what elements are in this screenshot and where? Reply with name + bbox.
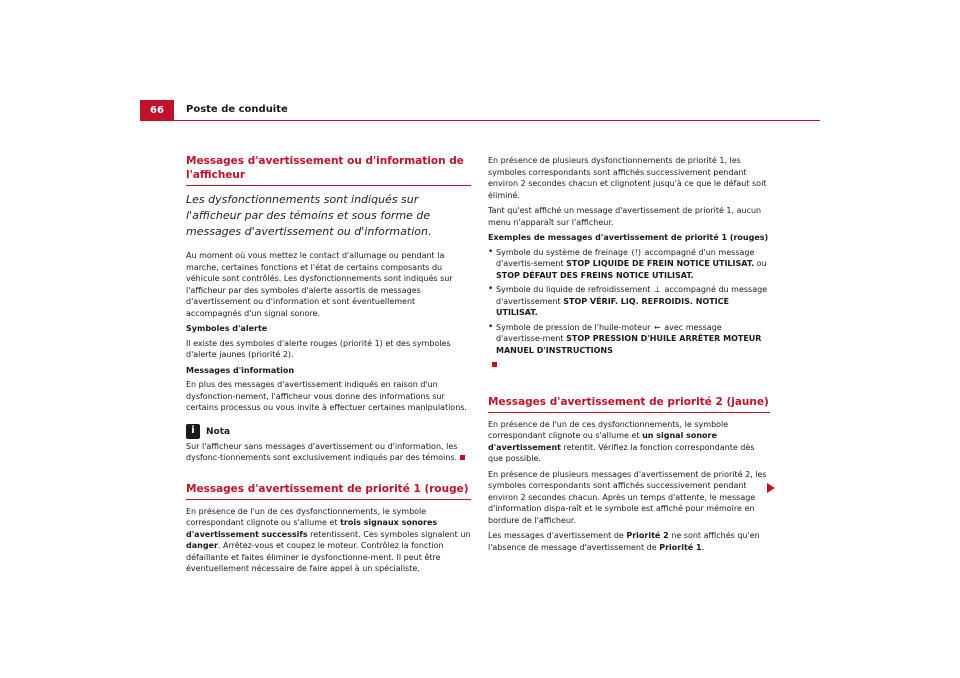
nota-block [186, 424, 471, 439]
subheading-info-messages: Messages d'information [186, 365, 295, 375]
list-item-coolant [488, 284, 770, 319]
end-mark-row [488, 359, 770, 371]
text: retentissent. Ces symboles signalent un [307, 529, 471, 539]
end-square-icon [492, 362, 497, 367]
paragraph-intro: Au moment où vous mettez le contact d'allumage ou pendant la marche, certaines fonctions et l'état de certains composants du véhicule sont contrôlés. Les dysfonctionnements sont indiqués sur l'afficheur par des symboles d'alerte assortis de messages d'avertissement ou d'information et sont éventuellement accompagnés d'un signal sonore. [186, 251, 453, 318]
text: Symbole du liquide de refroidissement [496, 285, 653, 294]
subheading-examples: Exemples de messages d'avertissement de priorité 1 (rouges) [488, 233, 769, 242]
text: accompagné d'un message d'avertis-sement [496, 247, 755, 268]
left-column [186, 154, 471, 579]
note-icon: i [186, 424, 200, 439]
continue-arrow-icon [767, 483, 775, 493]
section-lead: Les dysfonctionnements sont indiqués sur l'afficheur par des témoins et sous forme de messages d'avertissement ou d'information. [186, 193, 432, 238]
paragraph-priority-1 [186, 506, 471, 575]
text: . [701, 542, 705, 552]
section-title-display-messages: Messages d'avertissement ou d'information de l'afficheur [186, 154, 471, 186]
text: . Arrêtez-vous et coupez le moteur. Contrôlez la fonction défaillante et faites éliminer le dysfonctionne-ment. Il peut être éventuellement nécessaire de faire appel à un spécialiste. [186, 541, 444, 573]
paragraph-multiple-priority-2: En présence de plusieurs messages d'avertissement de priorité 2, les symboles correspondants sont affichés successivement pendant environ 2 secondes chacun. Après un temps d'attente, le message d'information dispa-raît et le symbole est affiché pour mémoire en bordure de l'afficheur. [488, 469, 767, 525]
end-square-icon [460, 455, 465, 460]
text-bold: trois signaux sonores d'avertissement successifs [186, 518, 438, 539]
paragraph-priority-order [488, 530, 770, 553]
text-bold: danger [186, 541, 218, 550]
nota-label: Nota [206, 427, 231, 437]
text: Les messages d'avertissement de [488, 531, 627, 540]
paragraph-info-messages: En plus des messages d'avertissement indiqués en raison d'un dysfonction-nement, l'afficheur vous donne des informations sur certains processus ou vous invite à effectuer certaines manipulations. [186, 380, 467, 412]
text: En présence de l'un de ces dysfonctionnements, le symbole correspondant clignote ou s'allume et [488, 419, 729, 440]
coolant-icon: ⊥ [653, 285, 661, 294]
list-item-oil-pressure [488, 322, 770, 357]
text: Symbole de pression de l'huile-moteur [496, 322, 653, 332]
nota-text-content: Sur l'afficheur sans messages d'avertissement ou d'information, les dysfonc-tionnements sont exclusivement indiqués par des témoins. [186, 441, 458, 462]
text: Symbole du système de freinage [496, 247, 631, 257]
text-bold: Priorité 1 [659, 542, 702, 552]
running-title: Poste de conduite [186, 104, 288, 115]
text-bold: STOP DÉFAUT DES FREINS NOTICE UTILISAT. [496, 270, 694, 280]
subheading-warning-symbols: Symboles d'alerte [186, 324, 268, 333]
section-title-priority-2: Messages d'avertissement de priorité 2 (jaune) [488, 395, 770, 413]
paragraph-priority-2 [488, 419, 770, 465]
text: accompagné du message d'avertissement [496, 285, 768, 306]
text: ou [754, 259, 767, 268]
brake-warning-icon: (!) [631, 247, 641, 257]
text-bold: Priorité 2 [626, 531, 669, 540]
page-number: 66 [140, 100, 174, 120]
text: avec message d'avertisse-ment [496, 322, 722, 343]
oil-can-icon: ⇜ [654, 322, 661, 332]
nota-text [186, 441, 471, 464]
header-rule [140, 120, 820, 121]
text-bold: STOP PRESSION D'HUILE ARRÊTER MOTEUR MANUEL D'INSTRUCTIONS [496, 334, 762, 355]
text-bold: un signal sonore d'avertissement [488, 431, 717, 452]
text-bold: STOP LIQUIDE DE FREIN NOTICE UTILISAT. [566, 259, 755, 268]
right-column [488, 155, 770, 557]
section-title-priority-1: Messages d'avertissement de priorité 1 (rouge) [186, 482, 471, 500]
text: retentit. Vérifiez la fonction correspondante dès que possible. [488, 442, 755, 463]
text-bold: STOP VÉRIF. LIQ. REFROIDIS. NOTICE UTILISAT. [496, 296, 729, 317]
paragraph-multiple-priority-1: En présence de plusieurs dysfonctionnements de priorité 1, les symboles correspondants sont affichés successivement pendant environ 2 secondes chacun et clignotent jusqu'à ce que le défaut soit éliminé. [488, 156, 767, 200]
paragraph-warning-symbols: Il existe des symboles d'alerte rouges (priorité 1) et des symboles d'alerte jaunes (priorité 2). [186, 338, 451, 359]
paragraph-no-menu: Tant qu'est affiché un message d'avertissement de priorité 1, aucun menu n'apparaît sur l'afficheur. [488, 206, 762, 227]
list-item-brake [488, 247, 770, 282]
text: ne sont affichés qu'en l'absence de message d'avertissement de [488, 531, 760, 552]
text: En présence de l'un de ces dysfonctionnements, le symbole correspondant clignote ou s'allume et [186, 506, 427, 527]
